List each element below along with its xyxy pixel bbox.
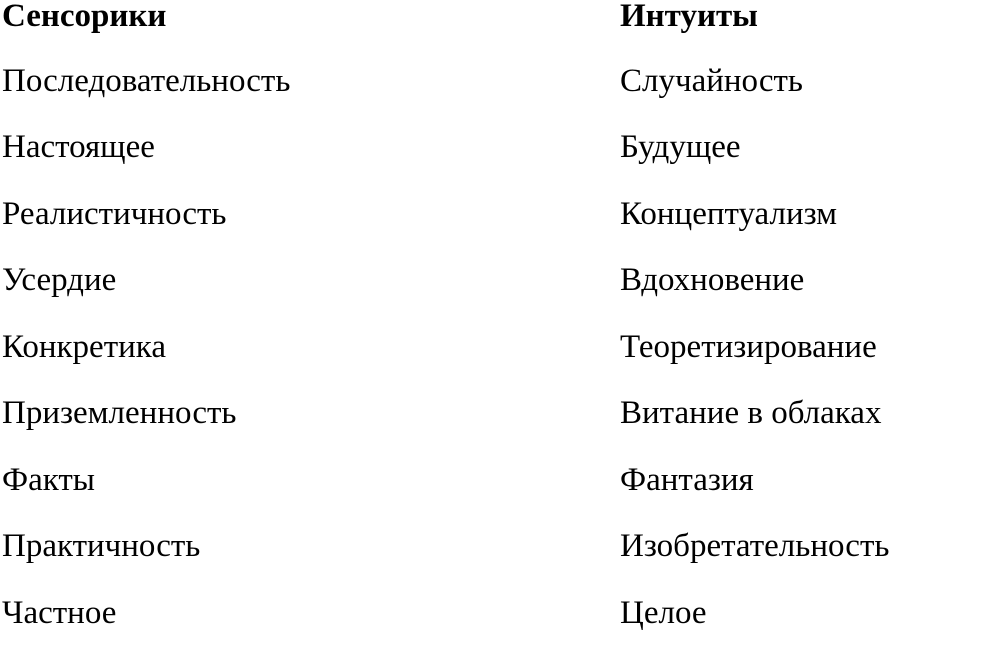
list-item: Концептуализм [620, 195, 838, 232]
list-item: Случайность [620, 62, 803, 99]
list-item: Изобретательность [620, 528, 890, 565]
list-item: Усердие [2, 262, 117, 299]
list-item: Последовательность [2, 62, 291, 99]
list-item: Витание в облаках [620, 395, 882, 432]
column-header-sensing: Сенсорики [2, 0, 167, 34]
list-item: Практичность [2, 528, 201, 565]
list-item: Конкретика [2, 328, 166, 365]
list-item: Реалистичность [2, 195, 227, 232]
column-header-intuition: Интуиты [620, 0, 758, 34]
list-item: Теоретизирование [620, 328, 877, 365]
list-item: Будущее [620, 129, 741, 166]
list-item: Приземленность [2, 395, 237, 432]
list-item: Фантазия [620, 461, 754, 498]
list-item: Вдохновение [620, 262, 805, 299]
list-item: Целое [620, 594, 707, 631]
list-item: Частное [2, 594, 117, 631]
list-item: Факты [2, 461, 95, 498]
list-item: Настоящее [2, 129, 155, 166]
